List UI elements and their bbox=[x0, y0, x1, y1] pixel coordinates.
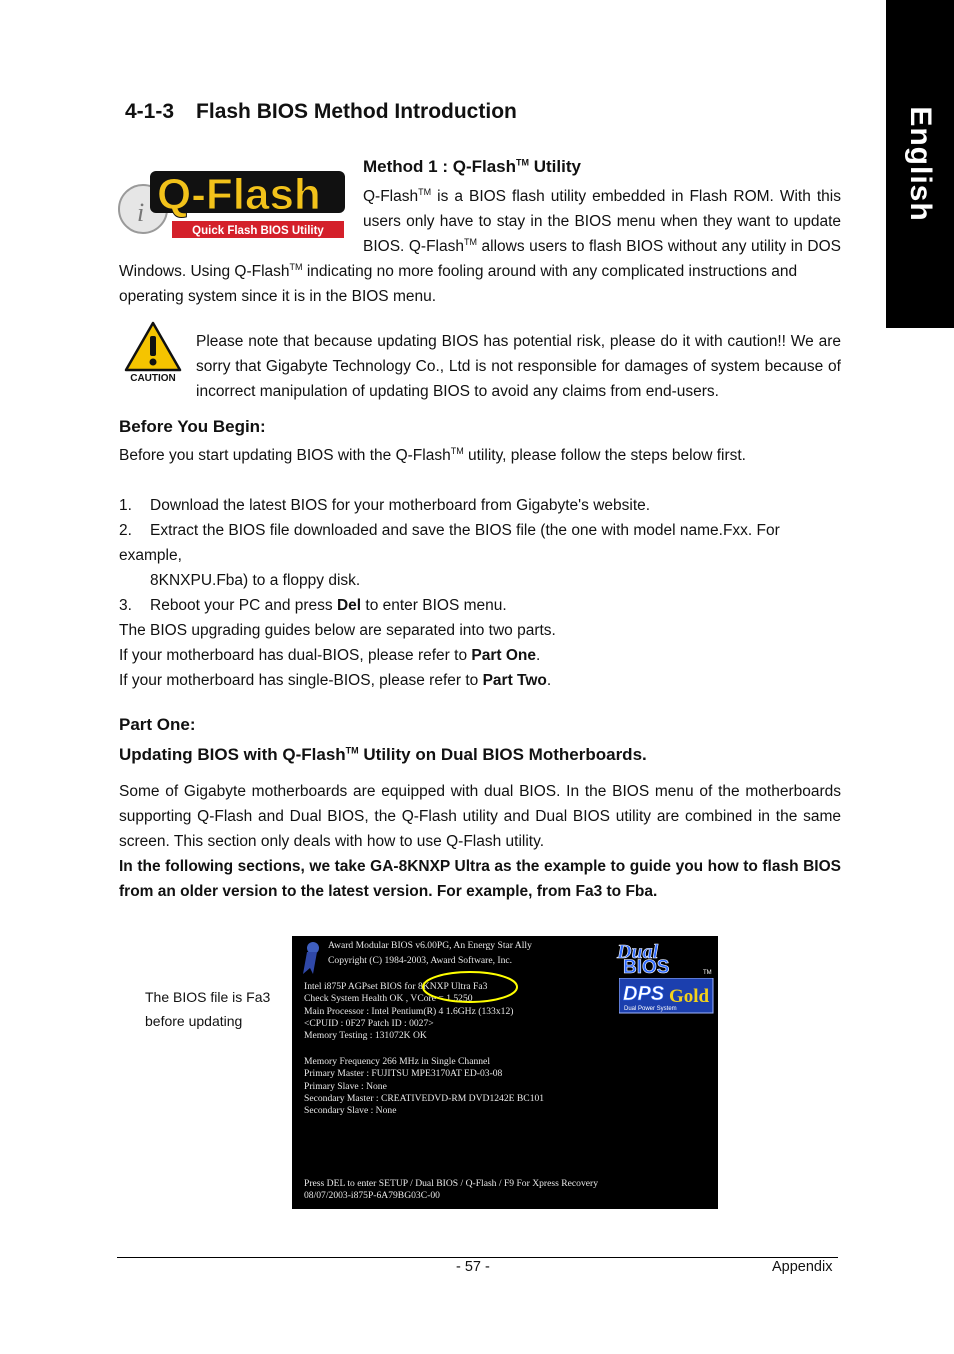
text: Please note that because updating BIOS has potential risk, please do it with caution!! We are bbox=[196, 333, 841, 350]
text: is a BIOS flash utility embedded in Flash ROM. With this bbox=[437, 188, 841, 205]
language-tab bbox=[886, 0, 954, 328]
caution-text bbox=[196, 329, 841, 404]
tm-mark: TM bbox=[464, 236, 477, 247]
screenshot-annotation bbox=[145, 985, 270, 1033]
page-number: - 57 - bbox=[456, 1259, 490, 1275]
list-item bbox=[119, 593, 841, 618]
step-number: 2. bbox=[119, 522, 132, 539]
section-heading bbox=[125, 100, 517, 124]
text: Main Processor : Intel Pentium(R) 4 1.6GHz (133x12) bbox=[304, 1005, 514, 1017]
text: The BIOS file is Fa3 bbox=[145, 989, 271, 1005]
text: Q-Flash bbox=[363, 188, 419, 205]
part-one-ref: Part One bbox=[471, 647, 536, 664]
part-one-body bbox=[119, 779, 841, 904]
text: Award Modular BIOS v6.00PG, An Energy Star Ally bbox=[328, 940, 532, 951]
gold-text: Gold bbox=[669, 986, 710, 1007]
part-one-subtitle bbox=[119, 745, 647, 765]
text: screen. This section only deals with how to use Q-Flash utility. bbox=[119, 833, 545, 850]
step-number: 1. bbox=[119, 497, 132, 514]
qflash-logo bbox=[117, 171, 347, 243]
text: Some of Gigabyte motherboards are equipped with dual BIOS. In the BIOS menu of the motherboards bbox=[119, 783, 841, 800]
list-item bbox=[119, 493, 841, 518]
text: Updating BIOS with Q-Flash bbox=[119, 745, 346, 764]
method-paragraph-right bbox=[363, 184, 841, 259]
text: Before you start updating BIOS with the Q-Flash bbox=[119, 447, 451, 464]
method-paragraph-full bbox=[119, 259, 841, 309]
tm-mark: TM bbox=[418, 186, 432, 197]
del-key: Del bbox=[336, 597, 362, 614]
text: BIOS. Q-Flash bbox=[363, 238, 464, 255]
footer-rule bbox=[117, 1257, 838, 1258]
text: Copyright (C) 1984-2003, Award Software, Inc. bbox=[328, 955, 513, 967]
text: Memory Frequency 266 MHz in Single Channel bbox=[304, 1056, 490, 1067]
text: utility, please follow the steps below first. bbox=[463, 447, 746, 464]
dual-bios-logo bbox=[615, 940, 715, 976]
step-text: Reboot your PC and press bbox=[150, 597, 337, 614]
footer-section: Appendix bbox=[772, 1259, 833, 1275]
text: Primary Slave : None bbox=[304, 1080, 387, 1092]
text: Primary Master : FUJITSU MPE3170AT ED-03-08 bbox=[304, 1068, 503, 1080]
step-text: to enter BIOS menu. bbox=[361, 597, 507, 614]
section-title: Flash BIOS Method Introduction bbox=[196, 100, 517, 123]
text: Secondary Slave : None bbox=[304, 1105, 397, 1117]
method-title-suffix: Utility bbox=[529, 157, 581, 176]
bold-text: In the following sections, we take GA-8KNXP Ultra as the example to guide you how to flash BIOS bbox=[119, 858, 841, 875]
text: Intel i875P AGPset BIOS for 8KNXP Ultra Fa3 bbox=[304, 981, 488, 992]
tm-mark: TM bbox=[703, 970, 712, 976]
text: . bbox=[536, 647, 541, 664]
caution-label: CAUTION bbox=[130, 373, 176, 384]
step-text: Extract the BIOS file downloaded and save the BIOS file (the one with model name.Fxx. For example, bbox=[119, 522, 780, 564]
language-tab-label: English bbox=[904, 106, 937, 222]
text: Memory Testing : 131072K OK bbox=[304, 1030, 427, 1042]
text: incorrect manipulation of updating BIOS to avoid any claims from end-users. bbox=[196, 383, 719, 400]
text: The BIOS upgrading guides below are separated into two parts. bbox=[119, 622, 556, 639]
text: supporting Q-Flash and Dual BIOS, the Q-Flash utility and Dual BIOS utility are combined in the same bbox=[119, 808, 841, 825]
caution-icon bbox=[123, 320, 183, 384]
tm-mark: TM bbox=[289, 261, 303, 272]
part-two-ref: Part Two bbox=[482, 672, 547, 689]
guides bbox=[119, 618, 841, 693]
dual-text: Dual bbox=[617, 941, 659, 963]
dps-text: DPS bbox=[623, 983, 665, 1005]
bios-screenshot bbox=[292, 936, 718, 1209]
list-item bbox=[119, 518, 841, 568]
section-number: 4-1-3 bbox=[125, 100, 175, 123]
logo-tagline: Quick Flash BIOS Utility bbox=[192, 225, 324, 237]
method-title bbox=[363, 157, 581, 177]
text: Press DEL to enter SETUP / Dual BIOS / Q-Flash / F9 For Xpress Recovery bbox=[304, 1178, 599, 1189]
tm-mark: TM bbox=[450, 445, 464, 456]
part-one-title: Part One: bbox=[119, 715, 196, 734]
text: If your motherboard has single-BIOS, please refer to bbox=[119, 672, 483, 689]
logo-brand: Q-Flash bbox=[157, 171, 321, 219]
text: before updating bbox=[145, 1013, 243, 1029]
svg-text:i: i bbox=[137, 198, 145, 227]
text: users only have to stay in the BIOS menu when they want to update bbox=[363, 213, 841, 230]
text: Check System Health OK , VCore = 1.5250 bbox=[304, 993, 473, 1005]
text: Secondary Master : CREATIVEDVD-RM DVD1242E BC101 bbox=[304, 1092, 545, 1104]
text: allows users to flash BIOS without any utility in DOS bbox=[481, 238, 841, 255]
method-title-text: Method 1 : Q-Flash bbox=[363, 157, 516, 176]
dps-subtitle: Dual Power System bbox=[624, 1006, 677, 1012]
text: . bbox=[546, 672, 552, 689]
text: If your motherboard has dual-BIOS, please refer to bbox=[119, 647, 472, 664]
text: indicating no more fooling around with any complicated instructions and bbox=[302, 263, 798, 280]
before-intro bbox=[119, 443, 746, 468]
tm-mark: TM bbox=[345, 745, 359, 756]
text: <CPUID : 0F27 Patch ID : 0027> bbox=[304, 1017, 434, 1029]
step-text: Download the latest BIOS for your motherboard from Gigabyte's website. bbox=[150, 497, 651, 514]
text: operating system since it is in the BIOS menu. bbox=[119, 288, 437, 305]
text: sorry that Gigabyte Technology Co., Ltd is not responsible for damages of system because of bbox=[196, 358, 841, 375]
text: Windows. Using Q-Flash bbox=[119, 263, 290, 280]
before-title: Before You Begin: bbox=[119, 417, 266, 436]
step-number: 3. bbox=[119, 597, 132, 614]
highlight-ellipse bbox=[292, 936, 718, 1209]
dps-gold-logo bbox=[619, 978, 714, 1014]
text: 08/07/2003-i875P-6A79BG03C-00 bbox=[304, 1190, 440, 1202]
bios-text: BIOS bbox=[623, 957, 670, 976]
tm-mark: TM bbox=[516, 157, 529, 168]
steps-list bbox=[119, 493, 841, 618]
step-text-cont: 8KNXPU.Fba) to a floppy disk. bbox=[150, 572, 361, 589]
text: Utility on Dual BIOS Motherboards. bbox=[358, 745, 647, 764]
bold-text: from an older version to the latest version. For example, from Fa3 to Fba. bbox=[119, 883, 658, 900]
